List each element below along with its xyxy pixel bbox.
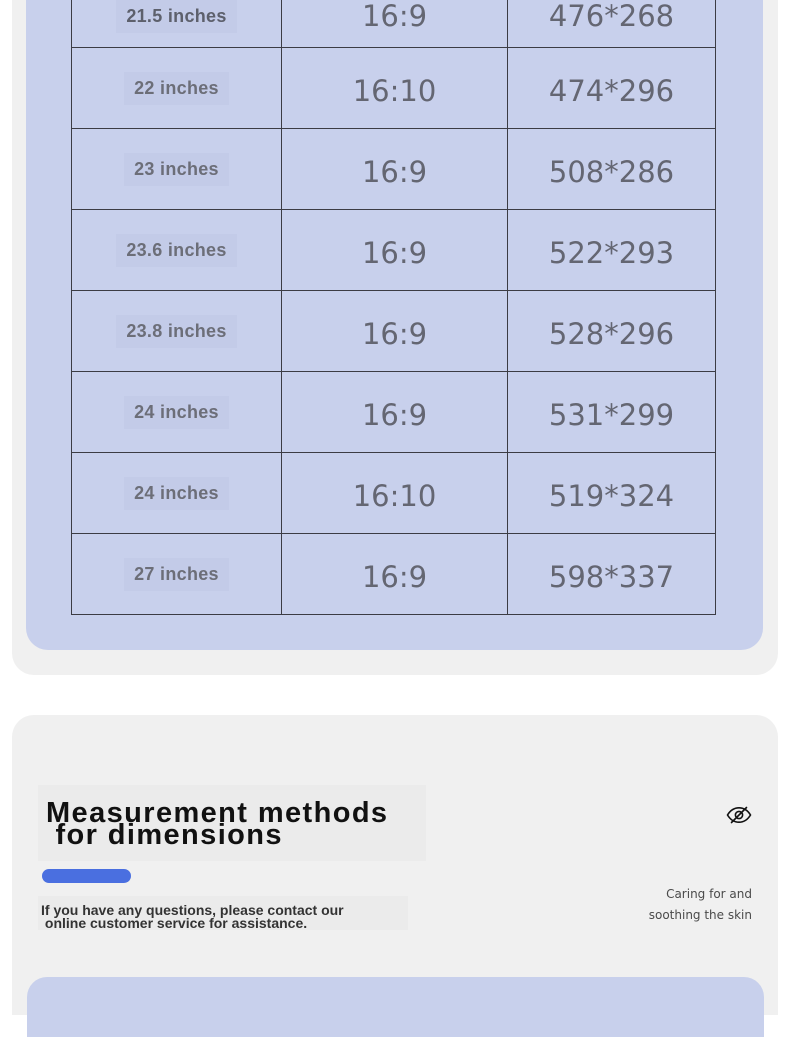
ratio-cell: 16:9 [282,372,508,453]
size-cell [72,0,282,48]
resolution-cell: 474*296 [508,48,716,129]
size-cell [72,48,282,129]
ratio-cell: 16:9 [282,210,508,291]
table-row [72,210,716,291]
size-cell [72,372,282,453]
skin-care-caption: Caring for and soothing the skin [648,887,752,922]
measurement-card [12,715,778,1015]
section-heading: Measurement methods for dimensions [46,797,389,851]
resolution-cell: 598*337 [508,534,716,615]
eye-slash-icon [726,805,752,825]
table-row [72,48,716,129]
size-cell [72,453,282,534]
resolution-cell: 519*324 [508,453,716,534]
table-row [72,453,716,534]
size-cell [72,210,282,291]
size-label: 24 inches [124,396,229,429]
resolution-cell: 508*286 [508,129,716,210]
size-cell [72,129,282,210]
ratio-cell: 16:9 [282,291,508,372]
size-label: 24 inches [124,477,229,510]
resolution-cell: 531*299 [508,372,716,453]
table-row [72,291,716,372]
size-table [71,0,716,615]
next-section-panel [27,977,764,1037]
ratio-cell: 16:9 [282,0,508,48]
size-label: 21.5 inches [116,0,236,33]
ratio-cell: 16:9 [282,534,508,615]
size-label: 22 inches [124,72,229,105]
size-label: 27 inches [124,558,229,591]
size-cell [72,534,282,615]
ratio-cell: 16:10 [282,453,508,534]
contact-note: If you have any questions, please contact our online customer service for assistance. [41,902,344,931]
accent-bar [42,869,131,883]
resolution-cell: 528*296 [508,291,716,372]
table-row [72,534,716,615]
ratio-cell: 16:9 [282,129,508,210]
ratio-cell: 16:10 [282,48,508,129]
size-cell [72,291,282,372]
resolution-cell: 522*293 [508,210,716,291]
resolution-cell: 476*268 [508,0,716,48]
size-label: 23.6 inches [116,234,236,267]
table-row [72,372,716,453]
size-label: 23 inches [124,153,229,186]
table-row [72,0,716,48]
size-label: 23.8 inches [116,315,236,348]
table-row [72,129,716,210]
